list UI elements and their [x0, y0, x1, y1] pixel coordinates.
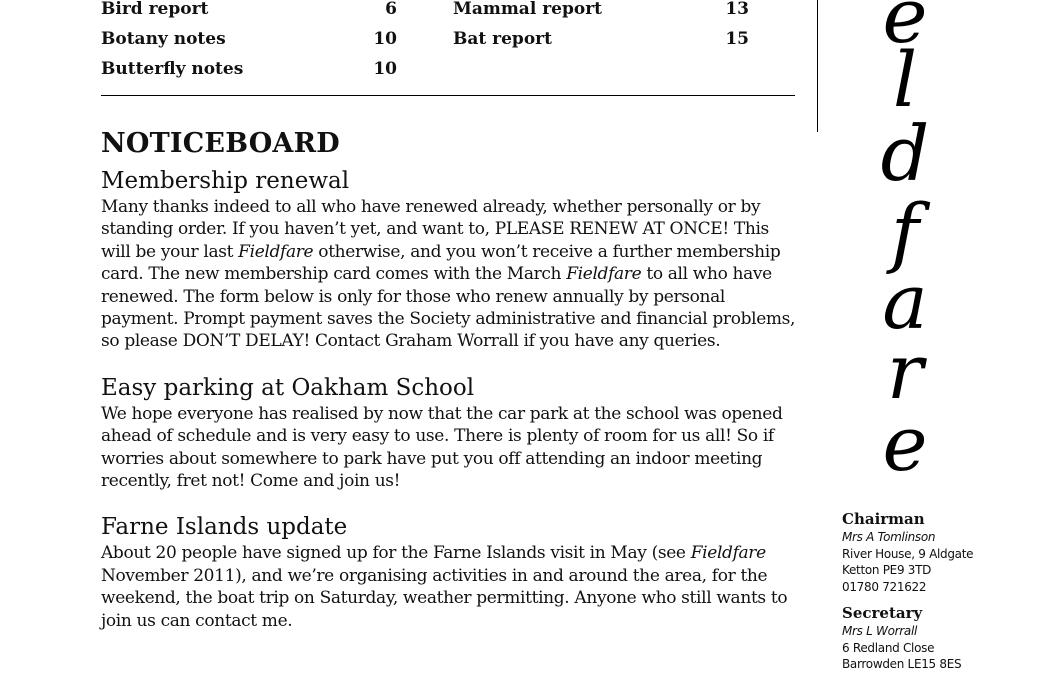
officer-block — [842, 510, 1052, 595]
contents-entry — [101, 58, 795, 80]
body-line — [101, 565, 801, 587]
contents-entry-page: 15 — [725, 29, 749, 49]
publication-title: Fieldfare — [238, 241, 314, 262]
contents-entry — [101, 28, 795, 50]
body-text: November 2011), and we’re organising activities in and around the area, for the — [101, 565, 768, 586]
section-title: Farne Islands update — [101, 514, 348, 541]
notice-section — [101, 512, 801, 632]
notice-section — [101, 166, 801, 353]
contents-entry-title: Butterfly notes — [101, 59, 244, 79]
body-text: so please DON’T DELAY! Contact Graham Worrall if you have any queries. — [101, 331, 721, 352]
body-text: ahead of schedule and is very easy to use. There is plenty of room for us all! So if — [101, 426, 774, 447]
officer-name: Mrs L Worrall — [842, 624, 918, 638]
body-text: weekend, the boat trip on Saturday, weather permitting. Anyone who still wants to — [101, 588, 788, 609]
section-spacer — [101, 353, 801, 373]
body-text: Many thanks indeed to all who have renewed already, whether personally or by — [101, 197, 761, 217]
publication-title: Fieldfare — [566, 264, 642, 285]
officer-address-line: Ketton PE9 3TD — [842, 563, 932, 577]
body-line — [101, 403, 801, 425]
body-line — [101, 286, 801, 308]
body-line — [101, 308, 801, 330]
masthead-letter: f — [890, 187, 920, 276]
body-line — [101, 425, 801, 447]
body-line — [101, 263, 801, 285]
body-text: will be your last — [101, 241, 239, 262]
officer-address-line: Barrowden LE15 8ES — [842, 657, 962, 671]
body-line — [101, 470, 801, 492]
body-line — [101, 448, 801, 470]
officer-name: Mrs A Tomlinson — [842, 530, 936, 544]
section-body — [101, 196, 801, 353]
contents-entry-title: Botany notes — [101, 29, 226, 49]
body-line — [101, 330, 801, 352]
body-text: to all who have — [641, 264, 772, 285]
contents-divider — [101, 95, 795, 96]
body-line — [101, 587, 801, 609]
officer-block — [842, 604, 1052, 673]
body-text: standing order. If you haven’t yet, and want to, PLEASE RENEW AT ONCE! This — [101, 219, 769, 240]
body-line — [101, 542, 801, 564]
officer-role: Secretary — [842, 604, 923, 622]
section-title: Membership renewal — [101, 168, 350, 194]
publication-title: Fieldfare — [690, 543, 766, 564]
contents-entry-title: Bat report — [453, 29, 552, 49]
masthead-letter: e — [882, 0, 928, 60]
section-spacer — [101, 492, 801, 512]
section-title: Easy parking at Oakham School — [101, 374, 475, 401]
body-line — [101, 241, 801, 263]
section-body — [101, 403, 801, 493]
notice-section — [101, 373, 801, 493]
body-line — [101, 218, 801, 240]
masthead-letter: e — [882, 399, 928, 488]
contents-entry-page: 6 — [385, 0, 397, 19]
contents-entry-title: Mammal report — [453, 0, 603, 19]
officer-address-line: River House, 9 Aldgate — [842, 546, 974, 561]
masthead-letter: l — [892, 35, 918, 124]
contents-entry — [101, 0, 795, 20]
body-text: card. The new membership card comes with the March — [101, 264, 567, 285]
body-text: recently, fret not! Come and join us! — [101, 471, 401, 492]
body-text: otherwise, and you won’t receive a further membership — [313, 241, 781, 262]
body-text: payment. Prompt payment saves the Society administrative and financial problems, — [101, 309, 796, 330]
officer-address-line: 01780 721622 — [842, 579, 927, 594]
masthead-divider — [817, 0, 818, 132]
noticeboard-heading: NOTICEBOARD — [101, 128, 340, 159]
section-body — [101, 542, 801, 632]
contents-list — [101, 0, 795, 90]
fieldfare-masthead — [835, 0, 985, 500]
contents-entry-page: 13 — [725, 0, 749, 19]
officer-role: Chairman — [842, 510, 925, 528]
body-text: worries about somewhere to park have put you off attending an indoor meeting — [101, 448, 763, 469]
body-line — [101, 610, 801, 632]
body-text: About 20 people have signed up for the Farne Islands visit in May (see — [101, 543, 691, 564]
officer-address-line: 6 Redland Close — [842, 640, 935, 655]
contents-entry-title: Bird report — [101, 0, 209, 19]
masthead-letter: r — [886, 327, 924, 416]
body-text: renewed. The form below is only for those who renew annually by personal — [101, 286, 725, 307]
masthead-letter: d — [880, 109, 930, 198]
contents-entry-page: 10 — [373, 59, 397, 79]
noticeboard — [101, 126, 801, 632]
body-text: join us can contact me. — [101, 610, 293, 631]
contents-entry-page: 10 — [373, 29, 397, 49]
body-text: We hope everyone has realised by now that the car park at the school was opened — [101, 403, 783, 424]
body-line — [101, 196, 801, 218]
officers-sidebar — [842, 510, 1052, 682]
noticeboard-sections — [101, 166, 801, 632]
masthead-letter: a — [882, 257, 928, 346]
